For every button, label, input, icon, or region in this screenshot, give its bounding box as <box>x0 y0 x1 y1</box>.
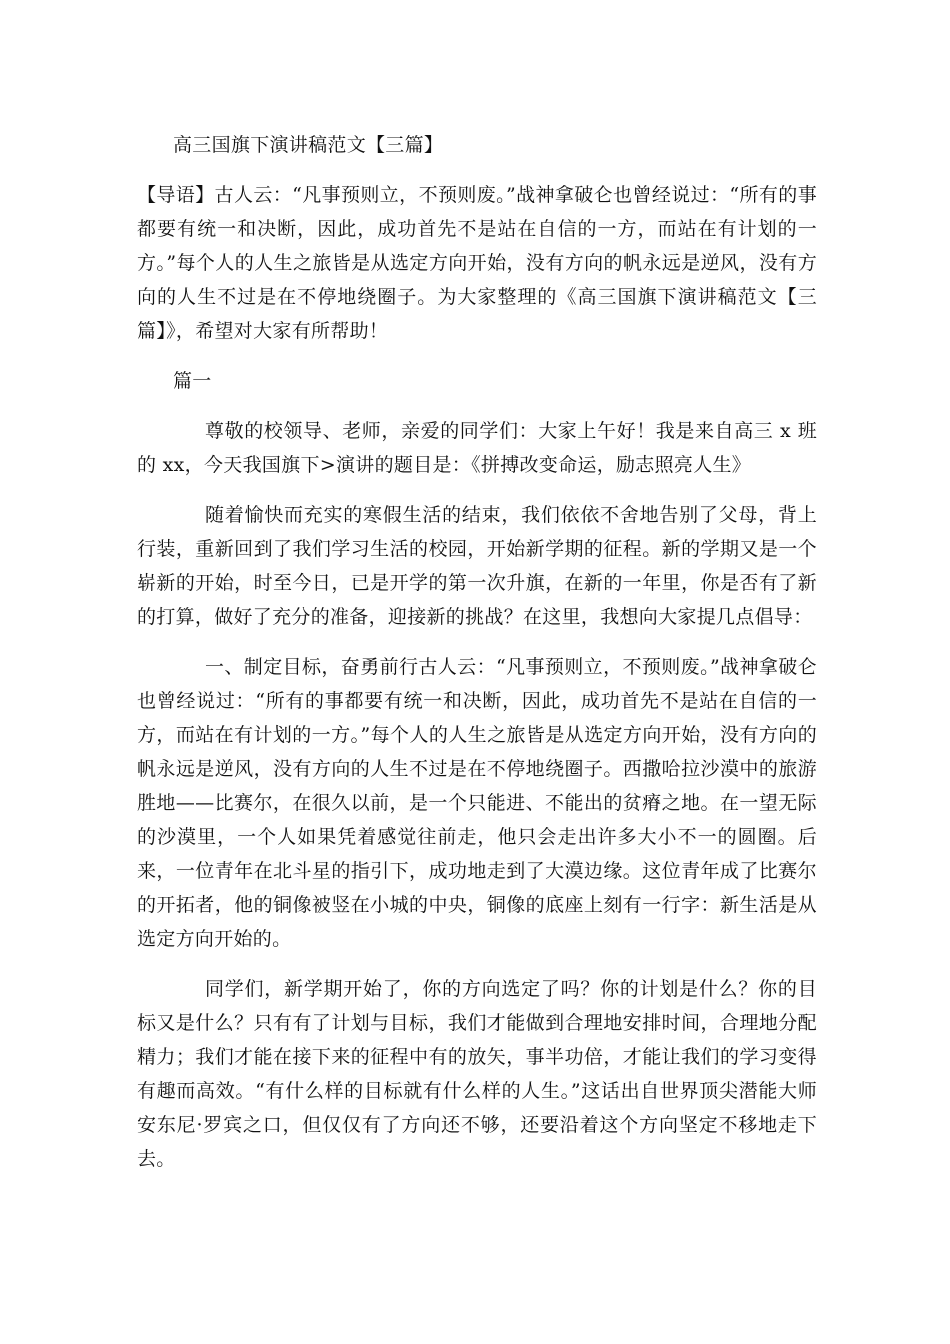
intro-paragraph: 【导语】古人云：“凡事预则立，不预则废。”战神拿破仑也曾经说过：“所有的事都要有统一和决断，因此，成功首先不是站在自信的一方，而站在有计划的一方。”每个人的人生之旅皆是从选定方向开始，没有方向的帆永远是逆风，没有方向的人生不过是在不停地绕圈子。为大家整理的《高三国旗下演讲稿范文【三篇】》，希望对大家有所帮助！ <box>137 184 817 342</box>
document-title: 高三国旗下演讲稿范文【三篇】 <box>173 134 444 156</box>
document-body <box>137 128 817 1192</box>
greeting-paragraph: 尊敬的校领导、老师，亲爱的同学们：大家上午好！我是来自高三 x 班的 xx，今天我国旗下>演讲的题目是：《拼搏改变命运，励志照亮人生》 <box>137 420 817 476</box>
closing-paragraph: 同学们，新学期开始了，你的方向选定了吗？你的计划是什么？你的目标又是什么？只有有了计划与目标，我们才能做到合理地安排时间，合理地分配精力；我们才能在接下来的征程中有的放矢，事半功倍，才能让我们的学习变得有趣而高效。“有什么样的目标就有什么样的人生。”这话出自世界顶尖潜能大师安东尼·罗宾之口，但仅仅有了方向还不够，还要沿着这个方向坚定不移地走下去。 <box>137 978 817 1170</box>
section-label: 篇一 <box>173 370 212 392</box>
goal-paragraph: 一、制定目标，奋勇前行古人云：“凡事预则立，不预则废。”战神拿破仑也曾经说过：“所有的事都要有统一和决断，因此，成功首先不是站在自信的一方，而站在有计划的一方。”每个人的人生之旅皆是从选定方向开始，没有方向的帆永远是逆风，没有方向的人生不过是在不停地绕圈子。西撒哈拉沙漠中的旅游胜地——比赛尔，在很久以前，是一个只能进、不能出的贫瘠之地。在一望无际的沙漠里，一个人如果凭着感觉往前走，他只会走出许多大小不一的圆圈。后来，一位青年在北斗星的指引下，成功地走到了大漠边缘。这位青年成了比赛尔的开拓者，他的铜像被竖在小城的中央，铜像的底座上刻有一行字：新生活是从选定方向开始的。 <box>137 656 817 950</box>
opening-paragraph: 随着愉快而充实的寒假生活的结束，我们依依不舍地告别了父母，背上行装，重新回到了我们学习生活的校园，开始新学期的征程。新的学期又是一个崭新的开始，时至今日，已是开学的第一次升旗，在新的一年里，你是否有了新的打算，做好了充分的准备，迎接新的挑战？在这里，我想向大家提几点倡导： <box>137 504 817 628</box>
